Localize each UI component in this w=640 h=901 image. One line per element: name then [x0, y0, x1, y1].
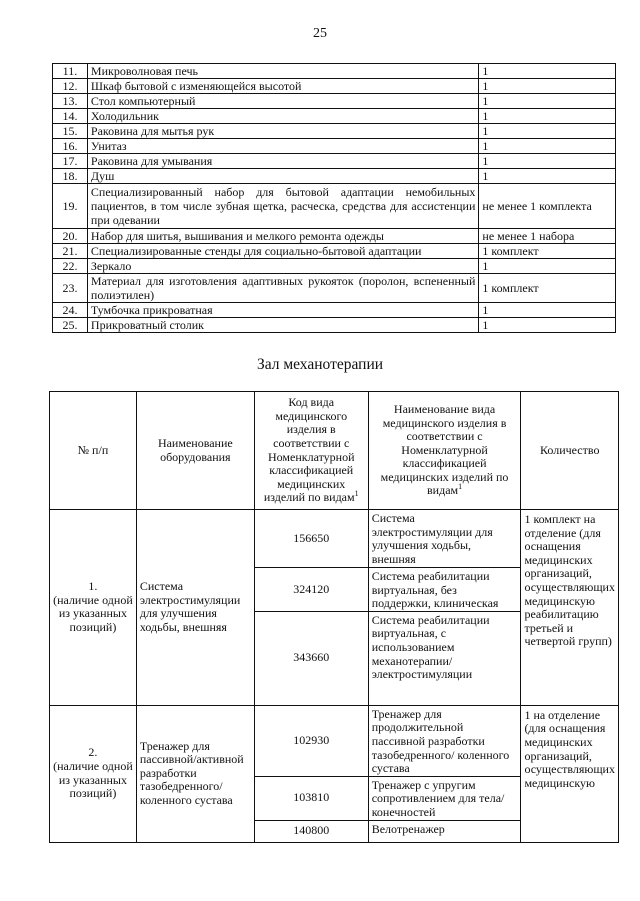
header-code [254, 392, 368, 510]
row-number: 20. [53, 229, 88, 244]
table-row [50, 705, 619, 776]
table-row [53, 303, 616, 318]
row-number: 19. [53, 184, 88, 229]
section-title: Зал механотерапии [256, 356, 384, 373]
group-number-cell [50, 705, 137, 842]
item-quantity: 1 комплект [479, 244, 616, 259]
device-code: 102930 [254, 705, 368, 776]
item-quantity: 1 [479, 124, 616, 139]
device-name: Велотренажер [368, 820, 521, 842]
mechanotherapy-equipment-table [49, 391, 619, 843]
item-name: Душ [87, 169, 478, 184]
device-name: Тренажер для продолжительной пассивной разработки тазобедренного/ коленного сустава [368, 705, 521, 776]
table-row [53, 259, 616, 274]
equipment-name: Тренажер для пассивной/активной разработки тазобедренного/ коленного сустава [136, 705, 254, 842]
row-number: 16. [53, 139, 88, 154]
device-code: 140800 [254, 820, 368, 842]
item-name: Раковина для умывания [87, 154, 478, 169]
table-row [50, 510, 619, 568]
row-number: 15. [53, 124, 88, 139]
group-note: (наличие одной из указанных позиций) [53, 592, 133, 634]
group-number: 1. [88, 579, 98, 594]
item-quantity: 1 [479, 64, 616, 79]
item-quantity: 1 [479, 79, 616, 94]
header-device-name [368, 392, 521, 510]
table-row [53, 229, 616, 244]
item-quantity: 1 комплект [479, 274, 616, 303]
equipment-quantity: 1 комплект на отделение (для оснащения медицинских организаций, осуществляющих медицинскую реабилитацию третьей и четвертой групп) [521, 510, 619, 706]
device-code: 343660 [254, 611, 368, 705]
table-row [53, 64, 616, 79]
header-code-footnote: 1 [354, 489, 359, 499]
table-header-row [50, 392, 619, 510]
item-quantity: не менее 1 комплекта [479, 184, 616, 229]
item-quantity: 1 [479, 139, 616, 154]
group-note: (наличие одной из указанных позиций) [53, 759, 133, 801]
row-number: 23. [53, 274, 88, 303]
item-name: Зеркало [87, 259, 478, 274]
header-device-name-footnote: 1 [458, 482, 463, 492]
table-row [53, 184, 616, 229]
table-row [53, 274, 616, 303]
device-code: 103810 [254, 776, 368, 820]
item-name: Набор для шитья, вышивания и мелкого ремонта одежды [87, 229, 478, 244]
device-code: 324120 [254, 568, 368, 612]
table-row [53, 109, 616, 124]
item-name: Унитаз [87, 139, 478, 154]
item-name: Тумбочка прикроватная [87, 303, 478, 318]
device-code: 156650 [254, 510, 368, 568]
row-number: 21. [53, 244, 88, 259]
item-name: Шкаф бытовой с изменяющейся высотой [87, 79, 478, 94]
header-code-text: Код вида медицинского изделия в соответствии с Номенклатурной классификацией медицинских изделий по видам [263, 395, 355, 505]
table-row [53, 169, 616, 184]
item-name: Стол компьютерный [87, 94, 478, 109]
table-row [53, 94, 616, 109]
row-number: 24. [53, 303, 88, 318]
header-device-name-text: Наименование вида медицинского изделия в соответствии с Номенклатурной классификацией медицинских изделий по видам [380, 401, 509, 498]
item-name: Холодильник [87, 109, 478, 124]
table-row [53, 318, 616, 333]
row-number: 18. [53, 169, 88, 184]
row-number: 12. [53, 79, 88, 94]
row-number: 14. [53, 109, 88, 124]
equipment-table-continued [52, 63, 616, 333]
item-quantity: 1 [479, 169, 616, 184]
item-name: Специализированные стенды для социально-бытовой адаптации [87, 244, 478, 259]
item-quantity: 1 [479, 303, 616, 318]
group-number: 2. [88, 745, 98, 760]
item-quantity: 1 [479, 259, 616, 274]
item-quantity: 1 [479, 94, 616, 109]
row-number: 22. [53, 259, 88, 274]
table-row [53, 244, 616, 259]
item-quantity: 1 [479, 318, 616, 333]
item-quantity: 1 [479, 109, 616, 124]
equipment-name: Система электростимуляции для улучшения ходьбы, внешняя [136, 510, 254, 706]
item-name: Прикроватный столик [87, 318, 478, 333]
table-row [53, 79, 616, 94]
item-name: Раковина для мытья рук [87, 124, 478, 139]
header-num: № п/п [50, 392, 137, 510]
equipment-quantity: 1 на отделение (для оснащения медицинских организаций, осуществляющих медицинскую [521, 705, 619, 842]
header-equipment: Наименование оборудования [136, 392, 254, 510]
header-quantity: Количество [521, 392, 619, 510]
row-number: 25. [53, 318, 88, 333]
device-name: Тренажер с упругим сопротивлением для тела/конечностей [368, 776, 521, 820]
row-number: 13. [53, 94, 88, 109]
table-row [53, 139, 616, 154]
device-name: Система реабилитации виртуальная, с использованием механотерапии/ электростимуляции [368, 611, 521, 705]
device-name: Система реабилитации виртуальная, без поддержки, клиническая [368, 568, 521, 612]
page-number: 25 [313, 26, 327, 41]
row-number: 11. [53, 64, 88, 79]
item-name: Специализированный набор для бытовой адаптации немобильных пациентов, в том числе зубная щетка, расческа, средства для ассистенции при одевании [87, 184, 478, 229]
item-quantity: не менее 1 набора [479, 229, 616, 244]
row-number: 17. [53, 154, 88, 169]
device-name: Система электростимуляции для улучшения ходьбы, внешняя [368, 510, 521, 568]
item-quantity: 1 [479, 154, 616, 169]
item-name: Материал для изготовления адаптивных рукояток (поролон, вспененный полиэтилен) [87, 274, 478, 303]
table-row [53, 154, 616, 169]
item-name: Микроволновая печь [87, 64, 478, 79]
table-row [53, 124, 616, 139]
group-number-cell [50, 510, 137, 706]
